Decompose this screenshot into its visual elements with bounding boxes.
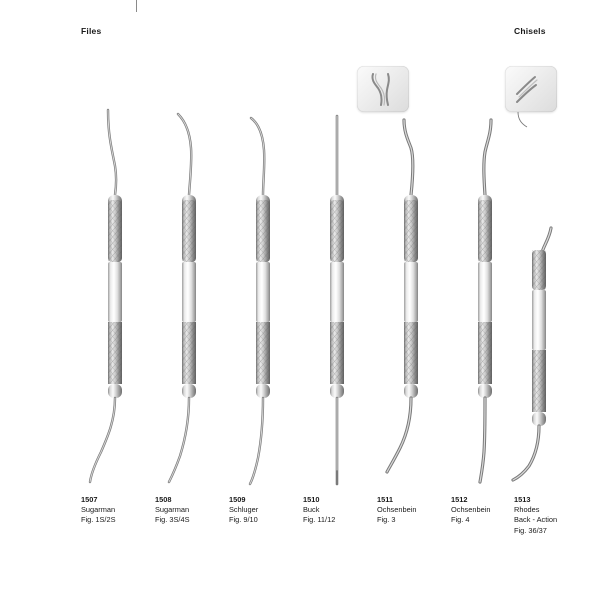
instrument-name: Ochsenbein <box>451 505 491 515</box>
instrument-code: 1511 <box>377 495 394 504</box>
instrument-fig: Fig. 11/12 <box>303 515 336 525</box>
instrument-name: Rhodes <box>514 505 540 515</box>
instrument-code: 1508 <box>155 495 172 504</box>
instrument-code: 1507 <box>81 495 98 504</box>
instrument-name: Ochsenbein <box>377 505 417 515</box>
instrument-fig: Fig. 3S/4S <box>155 515 190 525</box>
instrument-fig: Fig. 4 <box>451 515 470 525</box>
instrument-fig: Fig. 3 <box>377 515 396 525</box>
instrument-name: Buck <box>303 505 320 515</box>
instrument-name: Sugarman <box>81 505 116 515</box>
instrument-fig: Fig. 9/10 <box>229 515 258 525</box>
instrument-code: 1512 <box>451 495 468 504</box>
instrument-fig: Fig. 1S/2S <box>81 515 116 525</box>
instrument-name: Sugarman <box>155 505 190 515</box>
instrument-subtitle: Back - Action <box>514 515 558 525</box>
section-label-files: Files <box>81 26 102 36</box>
instrument-code: 1510 <box>303 495 320 504</box>
section-label-chisels: Chisels <box>514 26 546 36</box>
instrument-name: Schluger <box>229 505 259 515</box>
instrument-code: 1509 <box>229 495 246 504</box>
instrument-code: 1513 <box>514 495 531 504</box>
instrument-fig: Fig. 36/37 <box>514 525 547 535</box>
